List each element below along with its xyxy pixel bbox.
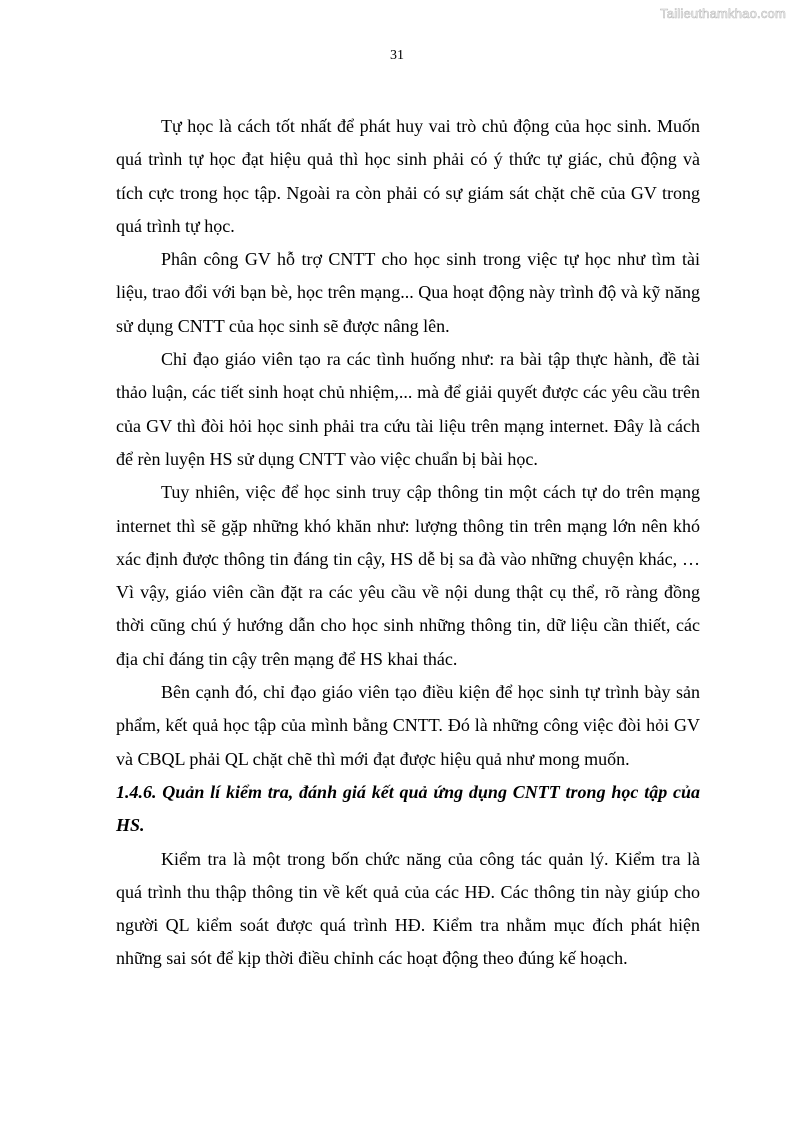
paragraph-it-support: Phân công GV hỗ trợ CNTT cho học sinh trong việc tự học như tìm tài liệu, trao đổi với bạn bè, học trên mạng... Qua hoạt động này trình độ và kỹ năng sử dụng CNTT của học sinh sẽ được nâng lên. [116, 249, 700, 336]
paragraph-self-study: Tự học là cách tốt nhất để phát huy vai trò chủ động của học sinh. Muốn quá trình tự học đạt hiệu quả thì học sinh phải có ý thức tự giác, chủ động và tích cực trong học tập. Ngoài ra còn phải có sự giám sát chặt chẽ của GV trong quá trình tự học. [116, 116, 700, 236]
paragraph-teacher-situations: Chỉ đạo giáo viên tạo ra các tình huống như: ra bài tập thực hành, đề tài thảo luận, các tiết sinh hoạt chủ nhiệm,... mà để giải quyết được các yêu cầu trên của GV thì đòi hỏi học sinh phải tra cứu tài liệu trên mạng internet. Đây là cách để rèn luyện HS sử dụng CNTT vào việc chuẩn bị bài học. [116, 349, 700, 469]
page-number: 31 [390, 48, 404, 63]
paragraph-internet-difficulties: Tuy nhiên, việc để học sinh truy cập thông tin một cách tự do trên mạng internet thì sẽ gặp những khó khăn như: lượng thông tin trên mạng lớn nên khó xác định được thông tin đáng tin cậy, HS dễ bị sa đà vào những chuyện khác, …Vì vậy, giáo viên cần đặt ra các yêu cầu về nội dung thật cụ thể, rõ ràng đồng thời cũng chú ý hướng dẫn cho học sinh những thông tin, dữ liệu cần thiết, các địa chỉ đáng tin cậy trên mạng để HS khai thác. [116, 482, 700, 669]
section-heading: 1.4.6. Quản lí kiểm tra, đánh giá kết quả ứng dụng CNTT trong học tập của HS. [116, 781, 700, 836]
paragraph-present-products: Bên cạnh đó, chỉ đạo giáo viên tạo điều kiện để học sinh tự trình bày sản phẩm, kết quả học tập của mình bằng CNTT. Đó là những công việc đòi hỏi GV và CBQL phải QL chặt chẽ thì mới đạt được hiệu quả như mong muốn. [116, 682, 700, 769]
document-body [116, 110, 700, 976]
watermark-text: Tailieuthamkhao.com [660, 6, 786, 21]
paragraph-inspection: Kiểm tra là một trong bốn chức năng của công tác quản lý. Kiểm tra là quá trình thu thập thông tin về kết quả của các HĐ. Các thông tin này giúp cho người QL kiểm soát được quá trình HĐ. Kiểm tra nhằm mục đích phát hiện những sai sót để kịp thời điều chỉnh các hoạt động theo đúng kế hoạch. [116, 848, 700, 969]
